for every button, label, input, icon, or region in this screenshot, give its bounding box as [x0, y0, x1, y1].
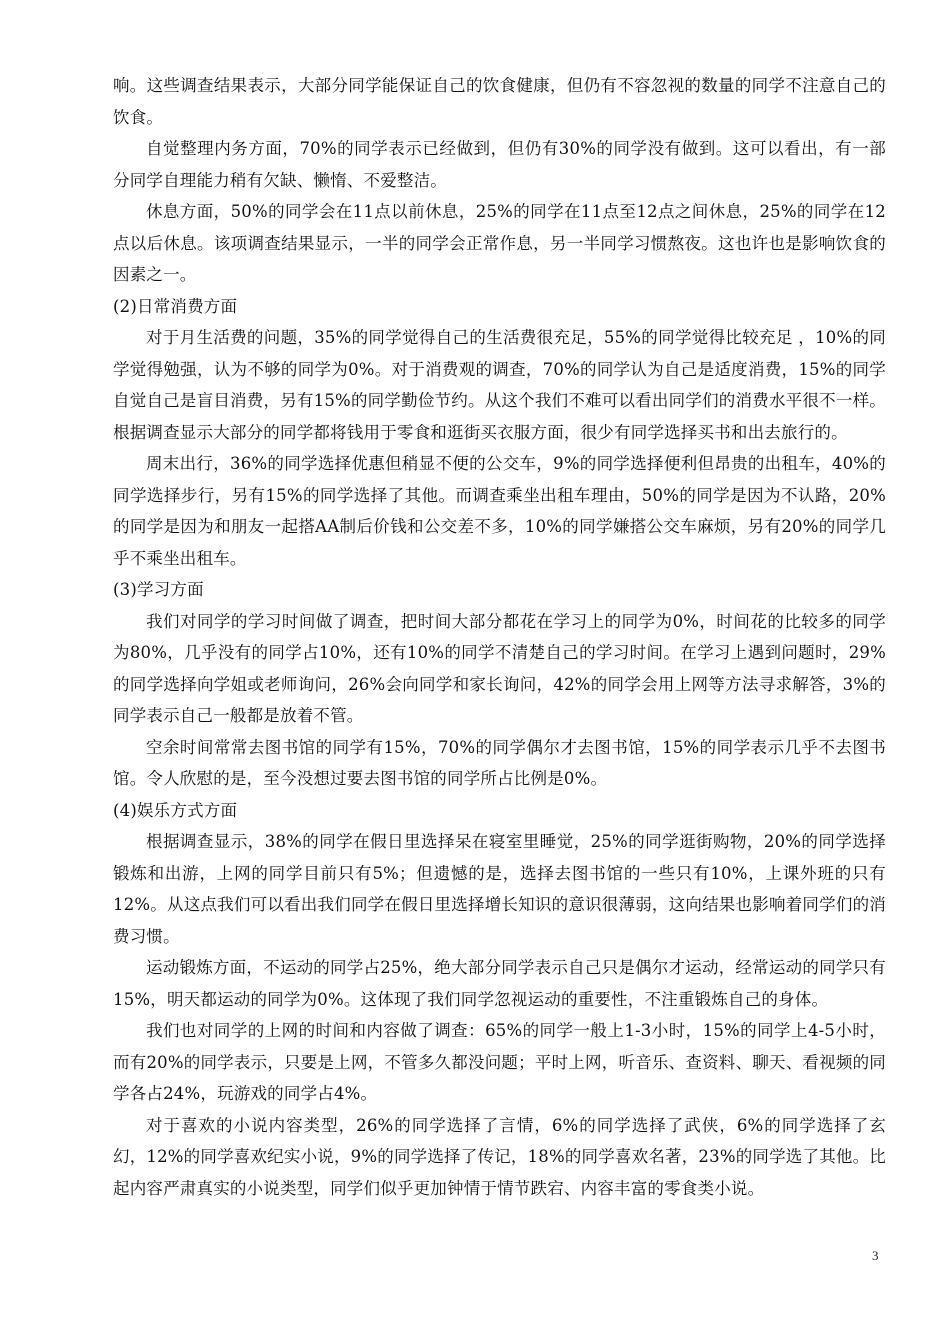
paragraph-holidays: 根据调查显示，38%的同学在假日里选择呆在寝室里睡觉，25%的同学逛街购物，20%的同学选择锻炼和出游，上网的同学目前只有5%；但遗憾的是，选择去图书馆的一些只有10%，上课外班的只有12%。从这点我们可以看出我们同学在假日里选择增长知识的意识很薄弱，这向结果也影响着同学们的消费习惯。	[113, 832, 886, 946]
paragraph-novels: 对于喜欢的小说内容类型，26%的同学选择了言情，6%的同学选择了武侠，6%的同学选择了玄幻，12%的同学喜欢纪实小说，9%的同学选择了传记，18%的同学喜欢名著，23%的同学选了其他。比起内容严肃真实的小说类型，同学们似乎更加钟情于情节跌宕、内容丰富的零食类小说。	[113, 1115, 886, 1198]
paragraph-study-time: 我们对同学的学习时间做了调查，把时间大部分都花在学习上的同学为0%，时间花的比较多的同学为80%，几乎没有的同学占10%，还有10%的同学不清楚自己的学习时间。在学习上遇到问题时，29%的同学选择向学姐或老师询问，26%会向同学和家长询问，42%的同学会用上网等方法寻求解答，3%的同学表示自己一般都是放着不管。	[113, 611, 886, 725]
paragraph-exercise: 运动锻炼方面，不运动的同学占25%，绝大部分同学表示自己只是偶尔才运动，经常运动的同学只有15%，明天都运动的同学为0%。这体现了我们同学忽视运动的重要性，不注重锻炼自己的身体。	[113, 958, 886, 1009]
paragraph-library: 空余时间常常去图书馆的同学有15%，70%的同学偶尔才去图书馆，15%的同学表示几乎不去图书馆。令人欣慰的是，至今没想过要去图书馆的同学所占比例是0%。	[113, 737, 886, 788]
section-heading-study: (3)学习方面	[113, 580, 204, 599]
paragraph-internet: 我们也对同学的上网的时间和内容做了调查：65%的同学一般上1-3小时，15%的同学上4-5小时，而有20%的同学表示，只要是上网，不管多久都没问题；平时上网，听音乐、查资料、聊天、看视频的同学各占24%，玩游戏的同学占4%。	[113, 1021, 886, 1103]
paragraph-housekeeping: 自觉整理内务方面，70%的同学表示已经做到，但仍有30%的同学没有做到。这可以看出，有一部分同学自理能力稍有欠缺、懒惰、不爱整洁。	[113, 139, 886, 190]
paragraph-weekend-travel: 周末出行，36%的同学选择优惠但稍显不便的公交车，9%的同学选择便利但昂贵的出租车，40%的同学选择步行，另有15%的同学选择了其他。而调查乘坐出租车理由，50%的同学是因为不认路，20%的同学是因为和朋友一起搭AA制后价钱和公交差不多，10%的同学嫌搭公交车麻烦，另有20%的同学几乎不乘坐出租车。	[113, 454, 886, 568]
section-heading-consumption: (2)日常消费方面	[113, 296, 238, 316]
document-body	[113, 70, 886, 1204]
page-number: 3	[872, 1248, 879, 1263]
paragraph-continued: 响。这些调查结果表示，大部分同学能保证自己的饮食健康，但仍有不容忽视的数量的同学不注意自己的饮食。	[113, 76, 886, 127]
paragraph-living-expenses: 对于月生活费的问题，35%的同学觉得自己的生活费很充足，55%的同学觉得比较充足 ，10%的同学觉得勉强，认为不够的同学为0%。对于消费观的调查，70%的同学认为自己是适度消费，15%的同学自觉自己是盲目消费，另有15%的同学勤俭节约。从这个我们不难可以看出同学们的消费水平很不一样。根据调查显示大部分的同学都将钱用于零食和逛街买衣服方面，很少有同学选择买书和出去旅行的。	[113, 328, 886, 442]
section-heading-entertainment: (4)娱乐方式方面	[113, 800, 238, 820]
paragraph-rest: 休息方面，50%的同学会在11点以前休息，25%的同学在11点至12点之间休息，25%的同学在12点以后休息。该项调查结果显示，一半的同学会正常作息，另一半同学习惯熬夜。这也许也是影响饮食的因素之一。	[113, 202, 886, 284]
